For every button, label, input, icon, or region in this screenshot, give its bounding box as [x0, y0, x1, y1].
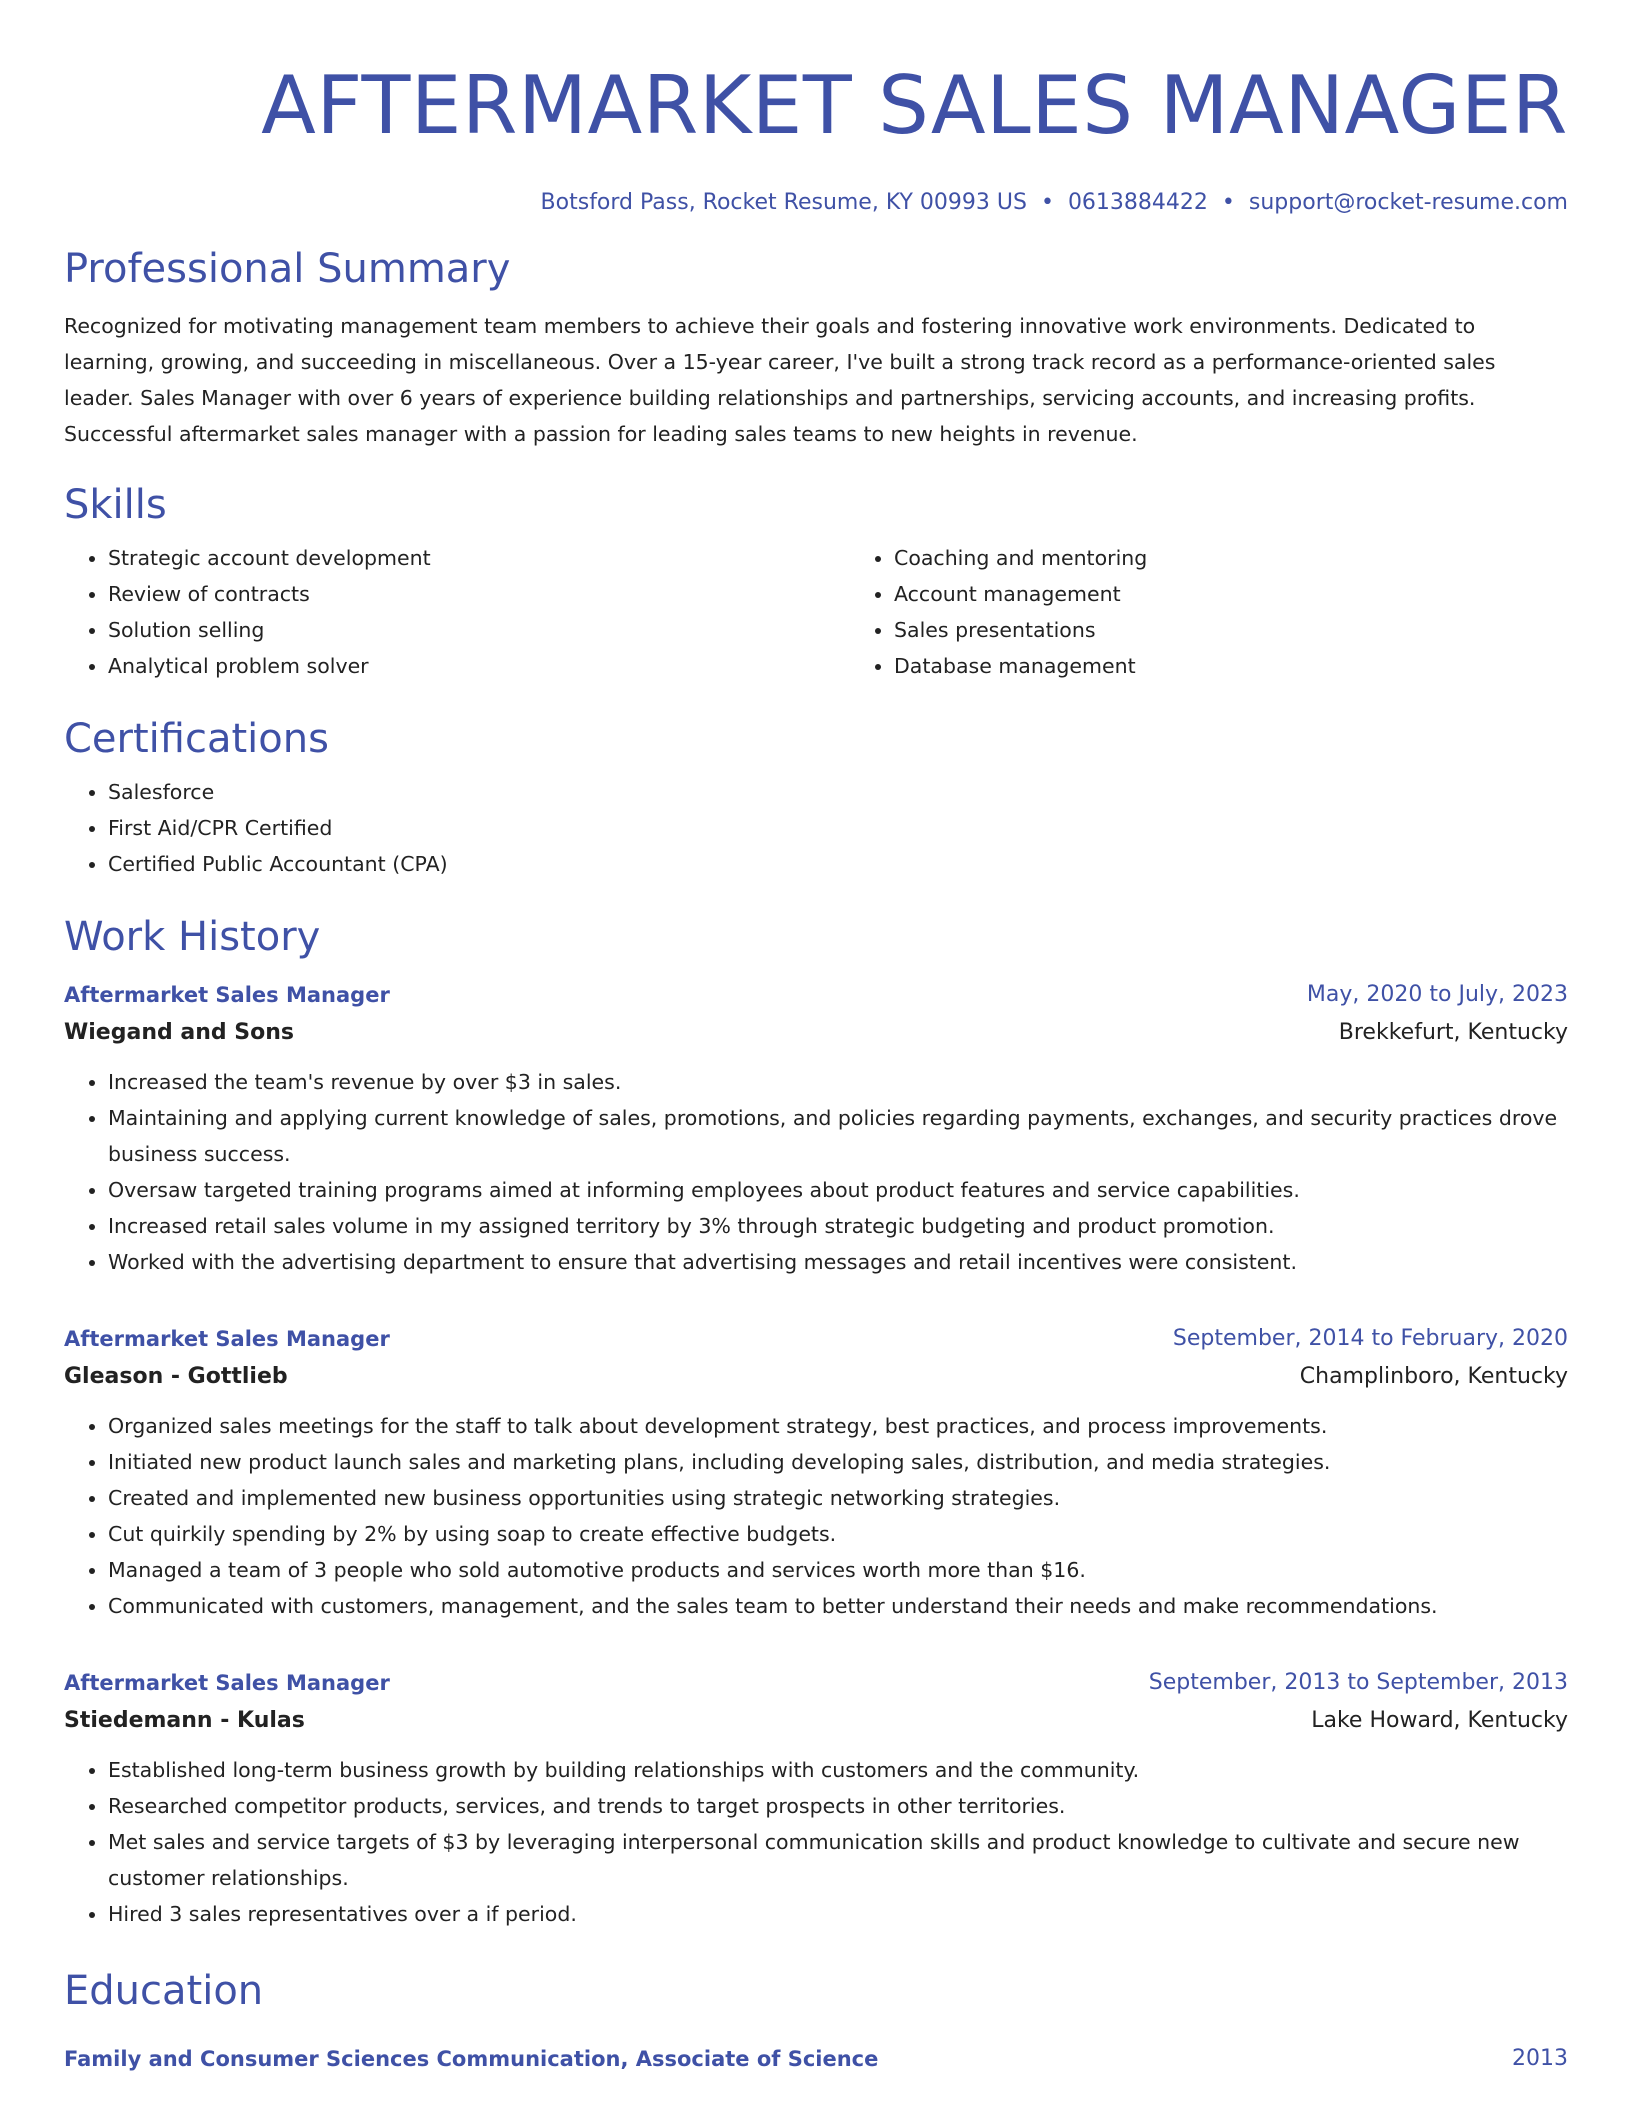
skill-item: • Coaching and mentoring: [894, 540, 1568, 576]
job-bullet: • Increased the team's revenue by over $3 in sales.: [108, 1064, 1568, 1100]
job-company: Stiedemann - Kulas: [64, 1708, 305, 1733]
job-bullets: [64, 1752, 1568, 1932]
job-bullet: • Maintaining and applying current knowledge of sales, promotions, and policies regarding payments, exchanges, and security practices drove business success.: [108, 1100, 1568, 1172]
job-header-row: [64, 1664, 1568, 1702]
job-bullet: • Initiated new product launch sales and marketing plans, including developing sales, distribution, and media strategies.: [108, 1444, 1568, 1480]
education-year: 2013: [1512, 2046, 1568, 2071]
section-title-summary: Professional Summary: [64, 246, 511, 292]
section-title-work-history: Work History: [64, 914, 321, 960]
summary-text: Recognized for motivating management team members to achieve their goals and fostering innovative work environments. Dedicated to learning, growing, and succeeding in miscellaneous. Over a 15-year career, I've built a strong track record as a performance-oriented sales leader. Sales Manager with over 6 years of experience building relationships and partnerships, servicing accounts, and increasing profits. Successful aftermarket sales manager with a passion for leading sales teams to new heights in revenue.: [64, 314, 1496, 446]
job-company-row: [64, 1358, 1568, 1396]
job-entry: [64, 1320, 1568, 1624]
contact-address: Botsford Pass, Rocket Resume, KY 00993 US: [540, 190, 1027, 215]
job-bullet: • Oversaw targeted training programs aimed at informing employees about product features and service capabilities.: [108, 1172, 1568, 1208]
contact-line: [64, 188, 1568, 218]
skill-item: • Review of contracts: [108, 576, 850, 612]
job-bullet: • Created and implemented new business opportunities using strategic networking strategies.: [108, 1480, 1568, 1516]
job-bullets: [64, 1064, 1568, 1280]
job-bullet: • Worked with the advertising department to ensure that advertising messages and retail incentives were consistent.: [108, 1244, 1568, 1280]
job-dates: May, 2020 to July, 2023: [1306, 982, 1568, 1007]
job-bullet: • Communicated with customers, management, and the sales team to better understand their needs and make recommendations.: [108, 1588, 1568, 1624]
job-company: Wiegand and Sons: [64, 1020, 295, 1045]
job-bullets: [64, 1408, 1568, 1624]
skills-columns: [64, 530, 1568, 684]
skills-list-right: [850, 540, 1568, 684]
resume-header: [64, 56, 1568, 218]
contact-phone: 0613884422: [1067, 190, 1208, 215]
section-title-certifications: Certifications: [64, 716, 329, 762]
job-company-row: [64, 1702, 1568, 1740]
job-dates: September, 2013 to September, 2013: [1148, 1670, 1568, 1695]
job-bullet: • Established long-term business growth by building relationships with customers and the community.: [108, 1752, 1568, 1788]
job-bullet: • Hired 3 sales representatives over a if period.: [108, 1896, 1568, 1932]
skill-item: • Sales presentations: [894, 612, 1568, 648]
job-title: Aftermarket Sales Manager: [64, 983, 390, 1007]
skill-item: • Solution selling: [108, 612, 850, 648]
job-bullet: • Cut quirkily spending by 2% by using soap to create effective budgets.: [108, 1516, 1568, 1552]
section-title-education: Education: [64, 1968, 264, 2014]
skill-item: • Account management: [894, 576, 1568, 612]
certifications-section: [64, 714, 1568, 882]
job-bullet: • Organized sales meetings for the staff to talk about development strategy, best practices, and process improvements.: [108, 1408, 1568, 1444]
job-entry: [64, 976, 1568, 1280]
job-location: Lake Howard, Kentucky: [1311, 1708, 1568, 1733]
contact-separator: •: [1221, 190, 1235, 215]
job-location: Brekkefurt, Kentucky: [1338, 1020, 1568, 1045]
section-title-skills: Skills: [64, 482, 167, 528]
certification-item: • Certified Public Accountant (CPA): [108, 846, 1568, 882]
job-entry: [64, 1664, 1568, 1932]
candidate-name: AFTERMARKET SALES MANAGER: [261, 59, 1568, 152]
education-entry: [64, 2044, 1568, 2074]
job-bullet: • Increased retail sales volume in my assigned territory by 3% through strategic budgeting and product promotion.: [108, 1208, 1568, 1244]
certifications-list: [64, 774, 1568, 882]
job-company-row: [64, 1014, 1568, 1052]
job-header-row: [64, 1320, 1568, 1358]
certification-item: • First Aid/CPR Certified: [108, 810, 1568, 846]
work-history-section: [64, 912, 1568, 1932]
contact-email: support@rocket-resume.com: [1248, 190, 1568, 215]
education-section: [64, 1966, 1568, 2074]
job-location: Champlinboro, Kentucky: [1299, 1364, 1568, 1389]
job-bullet: • Researched competitor products, services, and trends to target prospects in other territories.: [108, 1788, 1568, 1824]
job-bullet: • Managed a team of 3 people who sold automotive products and services worth more than $16.: [108, 1552, 1568, 1588]
certification-item: • Salesforce: [108, 774, 1568, 810]
job-header-row: [64, 976, 1568, 1014]
job-bullet: • Met sales and service targets of $3 by leveraging interpersonal communication skills and product knowledge to cultivate and secure new customer relationships.: [108, 1824, 1568, 1896]
summary-section: [64, 244, 1568, 452]
job-title: Aftermarket Sales Manager: [64, 1671, 390, 1695]
job-company: Gleason - Gottlieb: [64, 1364, 288, 1389]
skills-list-left: [64, 540, 850, 684]
job-dates: September, 2014 to February, 2020: [1172, 1326, 1568, 1351]
skill-item: • Analytical problem solver: [108, 648, 850, 684]
skills-section: [64, 480, 1568, 684]
contact-separator: •: [1040, 190, 1054, 215]
education-degree: Family and Consumer Sciences Communication, Associate of Science: [64, 2047, 879, 2071]
job-title: Aftermarket Sales Manager: [64, 1327, 390, 1351]
skill-item: • Database management: [894, 648, 1568, 684]
skill-item: • Strategic account development: [108, 540, 850, 576]
